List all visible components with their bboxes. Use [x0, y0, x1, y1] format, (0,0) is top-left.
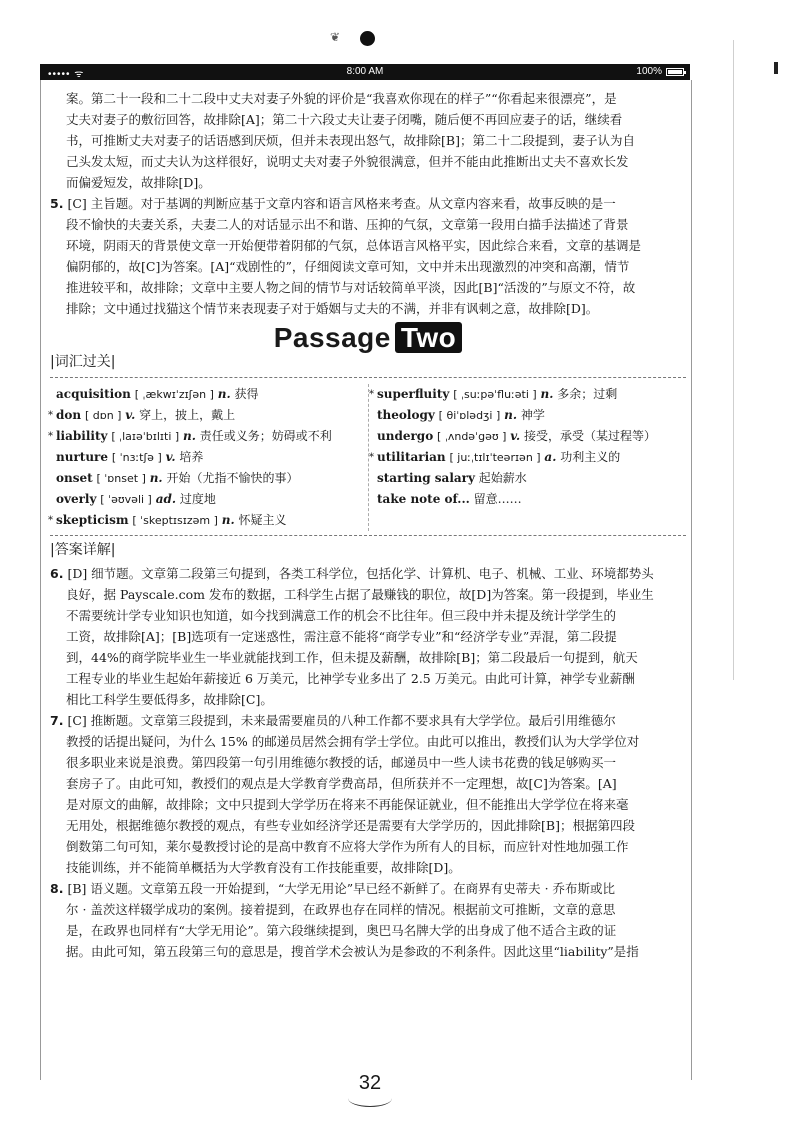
text-line: 段不愉快的夫妻关系，夫妻二人的对话显示出不和谐、压抑的气氛，文章第一段用白描手法描述了背景	[66, 217, 629, 232]
text-line: 工程专业的毕业生起始年薪接近 6 万美元，比神学专业多出了 2.5 万美元。由此可计算，神学专业薪酬	[66, 671, 635, 686]
text-line: 而偏爱短发，故排除[D]。	[66, 175, 211, 190]
text-line: 倒数第二句可知，莱尔曼教授讨论的是高中教育不应将大学作为所有人的目标，而应针对性地加强工作	[66, 839, 629, 854]
signal-icon: ••••• ᯤ	[48, 69, 85, 80]
text-line: 不需要统计学专业知识也知道，如今找到满意工作的机会不比往年。但三段中并未提及统计学学生的	[66, 608, 617, 623]
vocab-item: overly [ ˈəʊvəli ] ad. 过度地	[56, 492, 216, 506]
text-line: 偏阴郁的，故[C]为答案。[A]“戏剧性的”，仔细阅读文章可知，文中并未出现激烈的冲突和高潮，情节	[66, 259, 630, 274]
text-line: 案。第二十一段和二十二段中丈夫对妻子外貌的评价是“我喜欢你现在的样子”“你看起来很漂亮”，是	[66, 91, 617, 106]
battery-indicator	[636, 66, 684, 77]
battery-percent: 100%	[636, 66, 662, 77]
text-line: 是，在政界也同样有“大学无用论”。第六段继续提到，奥巴马名牌大学的出身成了他不适合主政的证	[66, 923, 617, 938]
continued-answer	[50, 88, 686, 193]
text-line: 良好，据 Payscale.com 发布的数据，工科学生占据了最赚钱的职位，故[D]为答案。第一段提到，毕业生	[66, 587, 654, 602]
camera-dot-icon	[360, 31, 375, 46]
text-line: 很多职业来说是浪费。第四段第一句引用维德尔教授的话，邮递员中一些人读书花费的钱足够购买一	[66, 755, 617, 770]
text-line: 是对原文的曲解，故排除；文中只提到大学学历在将来不再能保证就业，但不能推出大学学位在将来毫	[66, 797, 629, 812]
text-line: 己头发太短，而丈夫认为这样很好，说明丈夫对妻子外貌很满意，但并不能由此推断出丈夫不喜欢长发	[66, 154, 629, 169]
divider	[50, 535, 686, 536]
text-line: 排除；文中通过找猫这个情节来表现妻子对于婚姻与丈夫的不满，并非有讽刺之意，故排除[D]。	[66, 301, 599, 316]
text-line: 技能训练，并不能简单概括为大学教育没有工作技能重要，故排除[D]。	[66, 860, 461, 875]
text-line: [B] 语义题。文章第五段一开始提到，“大学无用论”早已经不新鲜了。在商界有史蒂夫 · 乔布斯或比	[67, 881, 616, 896]
answer-5	[50, 193, 686, 319]
text-line: 书，可推断丈夫对妻子的话语感到厌烦，但并未表现出怒气，故排除[B]；第二十二段提到，妻子认为自	[66, 133, 635, 148]
text-line: 工资，故排除[A]；[B]选项有一定迷惑性，需注意不能将“商学专业”和“经济学专业”弄混，第二段提	[66, 629, 617, 644]
vocab-column-right	[368, 384, 686, 531]
text-line: 相比工科学生要低得多，故排除[C]。	[66, 692, 273, 707]
question-number: 6.	[50, 566, 64, 581]
edge-mark	[774, 62, 778, 74]
vocab-item: undergo [ ˌʌndəˈgəʊ ] v. 接受，承受（某过程等）	[377, 429, 657, 443]
vocab-item: * utilitarian [ juːˌtɪlɪˈteərɪən ] a. 功利主义的	[369, 450, 621, 464]
top-mark-icon: ❦	[330, 30, 341, 44]
passage-title	[50, 322, 686, 353]
text-line: 套房子了。由此可知，教授们的观点是大学教育学费高昂，但所获并不一定理想，故[C]为答案。[A]	[66, 776, 617, 791]
text-line: [C] 主旨题。对于基调的判断应基于文章内容和语言风格来考查。从文章内容来看，故事反映的是一	[67, 196, 616, 211]
vocab-item: take note of... 留意……	[377, 492, 522, 506]
text-line: [C] 推断题。文章第三段提到，未来最需要雇员的八种工作都不要求具有大学学位。最后引用维德尔	[67, 713, 616, 728]
divider	[50, 377, 686, 378]
vocab-item: * don [ dɒn ] v. 穿上，披上，戴上	[48, 408, 236, 422]
answer-8	[50, 878, 686, 962]
text-line: 推进较平和，故排除；文章中主要人物之间的情节与对话较简单平淡，因此[B]“活泼的”与原文不符，故	[66, 280, 636, 295]
text-line: 环境，阴雨天的背景使文章一开始便带着阴郁的气氛，总体语言风格平实，因此综合来看，文章的基调是	[66, 238, 642, 253]
passage-word: Passage	[273, 322, 391, 353]
vocab-item: * skepticism [ ˈskeptɪsɪzəm ] n. 怀疑主义	[48, 513, 287, 527]
text-line: 到，44%的商学院毕业生一毕业就能找到工作，但未提及薪酬，故排除[B]；第二段最后一句提到，航天	[66, 650, 638, 665]
text-line: 丈夫对妻子的敷衍回答，故排除[A]；第二十六段丈夫让妻子闭嘴，随后便不再回应妻子的话，继续看	[66, 112, 623, 127]
vocab-column-left	[50, 384, 368, 531]
question-number: 7.	[50, 713, 64, 728]
vocab-item: starting salary 起始薪水	[377, 471, 527, 485]
page-number-ornament	[348, 1090, 392, 1107]
binding-line	[733, 40, 734, 680]
vocab-item: nurture [ ˈnɜːtʃə ] v. 培养	[56, 450, 204, 464]
battery-icon	[666, 68, 684, 76]
vocab-item: onset [ ˈɒnset ] n. 开始（尤指不愉快的事）	[56, 471, 299, 485]
page-content	[50, 88, 686, 962]
vocab-item: * liability [ ˌlaɪəˈbɪlɪti ] n. 责任或义务；妨碍或不利	[48, 429, 332, 443]
text-line: [D] 细节题。文章第二段第三句提到，各类工科学位，包括化学、计算机、电子、机械、工业、环境都势头	[67, 566, 654, 581]
text-line: 无用处，根据维德尔教授的观点，有些专业如经济学还是需要有大学学历的，因此排除[B]；根据第四段	[66, 818, 635, 833]
text-line: 据。由此可知，第五段第三句的意思是，搜首学术会被认为是参政的不利条件。因此这里“liability”是指	[66, 944, 639, 959]
vocab-item: theology [ θiˈɒlədʒi ] n. 神学	[377, 408, 545, 422]
status-bar	[40, 64, 690, 80]
answer-7	[50, 710, 686, 878]
question-number: 5.	[50, 196, 64, 211]
passage-number: Two	[395, 322, 462, 353]
status-time: 8:00 AM	[346, 66, 384, 77]
answer-heading: |答案详解|	[50, 542, 116, 558]
page-number: 32	[350, 1072, 390, 1095]
vocab-heading: |词汇过关|	[50, 354, 116, 370]
question-number: 8.	[50, 881, 64, 896]
text-line: 教授的话提出疑问，为什么 15% 的邮递员居然会拥有学士学位。由此可以推出，教授们认为大学学位对	[66, 734, 640, 749]
vocab-item: * superfluity [ ˌsuːpəˈfluːəti ] n. 多余；过剩	[369, 387, 618, 401]
vocab-item: acquisition [ ˌækwɪˈzɪʃən ] n. 获得	[56, 387, 259, 401]
text-line: 尔 · 盖茨这样辍学成功的案例。接着提到，在政界也存在同样的情况。根据前文可推断，文章的意思	[66, 902, 616, 917]
vocab-table	[50, 384, 686, 531]
answer-6	[50, 563, 686, 710]
